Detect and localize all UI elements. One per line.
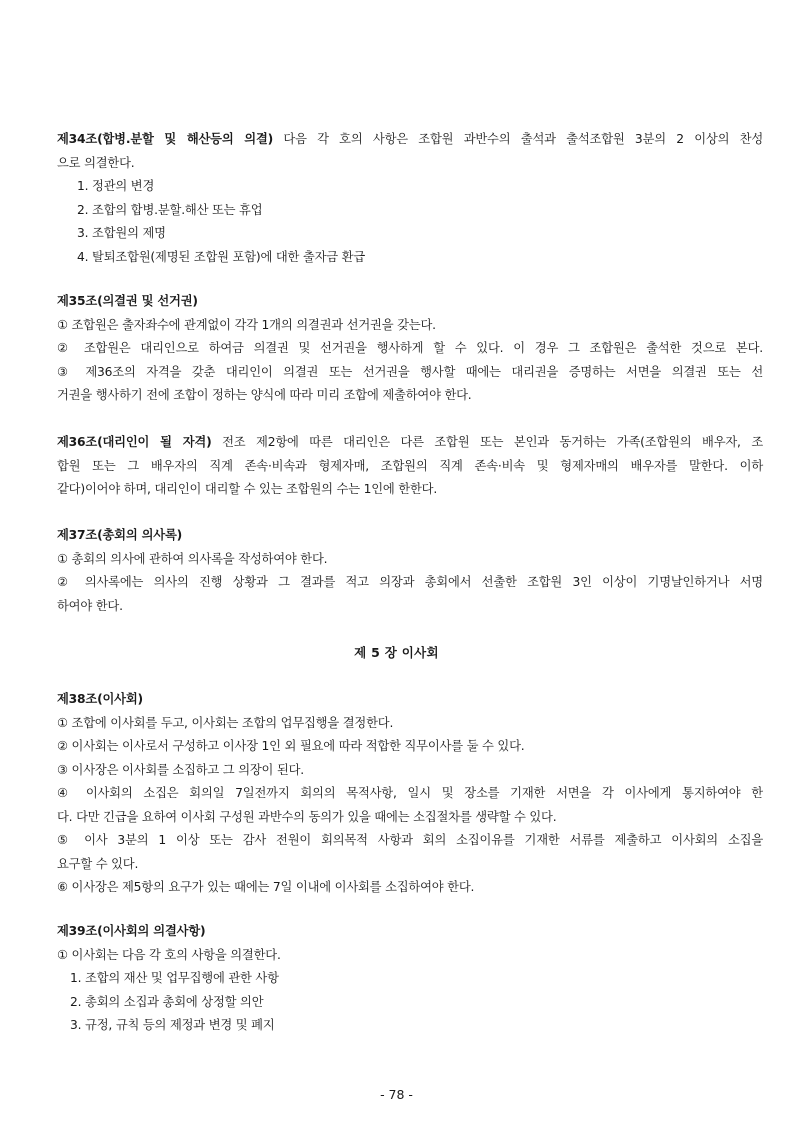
article-34-intro — [57, 128, 763, 152]
clause: ④ 이사회의 소집은 회의일 7일전까지 회의의 목적사항, 일시 및 장소를 기재한 서면을 각 이사에게 통지하여야 한 — [57, 786, 763, 800]
article-34-heading: 제34조(합병.분할 및 해산등의 의결) — [57, 132, 274, 146]
clause: ① 총회의 의사에 관하여 의사록을 작성하여야 한다. — [57, 551, 328, 566]
article-36-text: 전조 제2항에 따른 대리인은 다른 조합원 또는 본인과 동거하는 가족(조합원의 배우자, 조 — [211, 435, 764, 449]
clause: ① 이사회는 다음 각 호의 사항을 의결한다. — [57, 947, 281, 962]
article-34-intro-text: 다음 각 호의 사항은 조합원 과반수의 출석과 출석조합원 3분의 2 이상의 찬성 — [273, 132, 764, 146]
clause-cont: 거권을 행사하기 전에 조합이 정하는 양식에 따라 미리 조합에 제출하여야 한다. — [57, 388, 472, 402]
article-38-heading: 제38조(이사회) — [57, 692, 143, 706]
article-37 — [57, 524, 763, 618]
clause-cont: 요구할 수 있다. — [57, 856, 139, 871]
list-item: 1. 정관의 변경 — [77, 179, 155, 193]
clause-cont: 하여야 한다. — [57, 598, 123, 613]
clause: ① 조합원은 출자좌수에 관계없이 각각 1개의 의결권과 선거권을 갖는다. — [57, 317, 436, 332]
article-34 — [57, 128, 763, 269]
article-39-heading: 제39조(이사회의 의결사항) — [57, 924, 206, 938]
article-37-heading: 제37조(총회의 의사록) — [57, 528, 183, 542]
article-36-heading: 제36조(대리인이 될 자격) — [57, 435, 212, 449]
chapter-title: 제 5 장 이사회 — [354, 645, 439, 660]
clause: ③ 제36조의 자격을 갖춘 대리인이 의결권 또는 선거권을 행사할 때에는 대리권을 증명하는 서면을 의결권 또는 선 — [57, 364, 763, 379]
article-36 — [57, 431, 763, 502]
clause: ⑥ 이사장은 제5항의 요구가 있는 때에는 7일 이내에 이사회를 소집하여야 한다. — [57, 880, 475, 894]
article-36-line: 같다)이어야 하며, 대리인이 대리할 수 있는 조합원의 수는 1인에 한한다. — [57, 482, 438, 496]
list-item: 3. 규정, 규칙 등의 제정과 변경 및 폐지 — [70, 1018, 275, 1032]
list-item: 2. 총회의 소집과 총회에 상정할 의안 — [70, 994, 264, 1009]
list-item: 3. 조합원의 제명 — [77, 226, 166, 240]
clause-cont: 다. 다만 긴급을 요하여 이사회 구성원 과반수의 동의가 있을 때에는 소집절차를 생략할 수 있다. — [57, 809, 557, 824]
article-36-line — [57, 431, 763, 455]
list-item: 2. 조합의 합병.분할.해산 또는 휴업 — [77, 202, 263, 217]
article-34-intro-cont: 으로 의결한다. — [57, 155, 135, 170]
article-39 — [57, 920, 763, 1038]
article-38 — [57, 688, 763, 900]
page-number: - 78 - — [380, 1087, 413, 1102]
article-36-line: 합원 또는 그 배우자의 직계 존속·비속과 형제자매, 조합원의 직계 존속·비속 및 형제자매의 배우자를 말한다. 이하 — [57, 458, 763, 473]
clause: ② 조합원은 대리인으로 하여금 의결권 및 선거권을 행사하게 할 수 있다. 이 경우 그 조합원은 출석한 것으로 본다. — [57, 341, 763, 355]
list-item: 1. 조합의 재산 및 업무집행에 관한 사항 — [70, 971, 279, 985]
clause: ② 이사회는 이사로서 구성하고 이사장 1인 외 필요에 따라 적합한 직무이사를 둘 수 있다. — [57, 739, 525, 753]
article-35 — [57, 290, 763, 408]
clause: ① 조합에 이사회를 두고, 이사회는 조합의 업무집행을 결정한다. — [57, 715, 394, 730]
clause: ② 의사록에는 의사의 진행 상황과 그 결과를 적고 의장과 총회에서 선출한 조합원 3인 이상이 기명날인하거나 서명 — [57, 575, 763, 589]
article-35-heading: 제35조(의결권 및 선거권) — [57, 294, 198, 308]
list-item: 4. 탈퇴조합원(제명된 조합원 포함)에 대한 출자금 환급 — [77, 249, 366, 264]
clause: ⑤ 이사 3분의 1 이상 또는 감사 전원이 회의목적 사항과 회의 소집이유를 기재한 서류를 제출하고 이사회의 소집을 — [57, 833, 763, 847]
clause: ③ 이사장은 이사회를 소집하고 그 의장이 된다. — [57, 762, 305, 777]
